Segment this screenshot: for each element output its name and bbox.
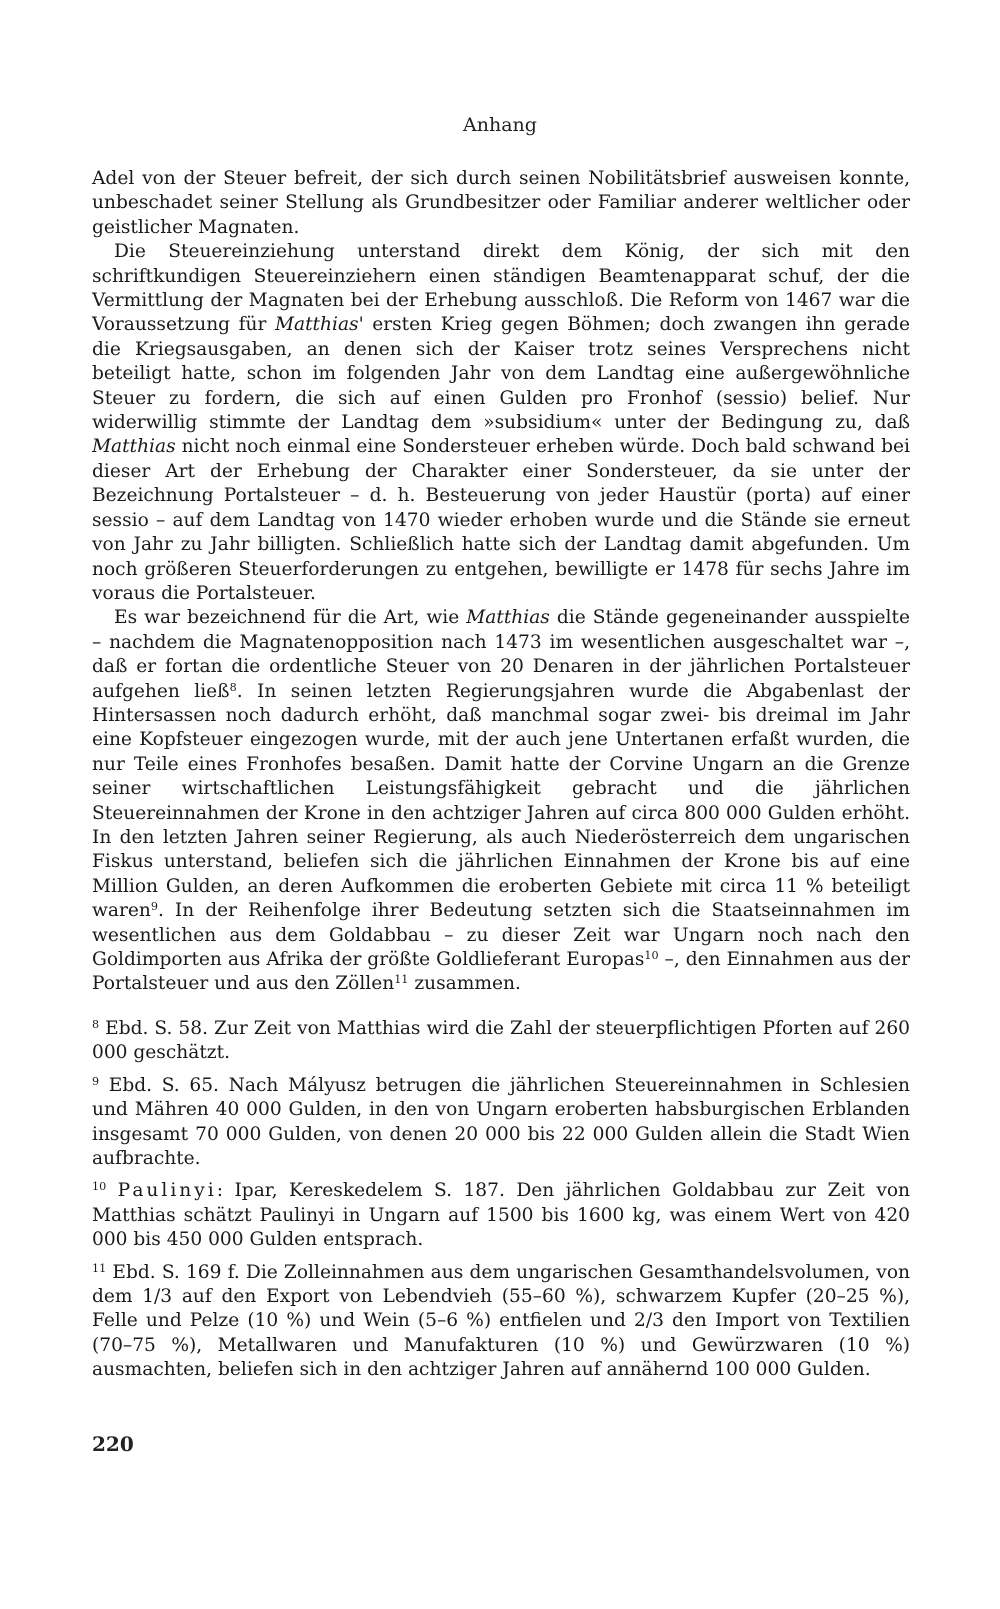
footnote-number: 9	[92, 1074, 100, 1088]
paragraph-3-text-f: zusammen.	[408, 973, 521, 995]
footnote-9	[92, 1074, 910, 1172]
running-header: Anhang	[463, 114, 537, 136]
paragraph-2-text-a: Die Steuereinziehung unterstand direkt dem König, der sich mit den schriftkundigen Steuereinziehern einen ständigen Beamtenapparat schuf, der die Vermittlung der Magnaten bei der Erhebung ausschloß. Die Reform von 1467 war die Voraussetzung für	[92, 241, 910, 336]
paragraph-1: Adel von der Steuer befreit, der sich durch seinen Nobilitätsbrief ausweisen konnte, unbeschadet seiner Stellung als Grundbesitzer oder Familiar anderer weltlicher oder geistlicher Magnaten.	[92, 168, 910, 238]
footnotes	[92, 1017, 910, 1391]
footnote-ref-10: 10	[644, 948, 659, 962]
paragraph-3-text-b: die Stände gegeneinander ausspielte – nachdem die Magnatenopposition nach 1473 im wesentlichen ausgeschaltet war –, daß er fortan die ordentliche Steuer von 20 Denaren in der jährlichen Portalsteuer aufgehen ließ	[92, 607, 910, 702]
footnote-11	[92, 1261, 910, 1383]
footnote-ref-9: 9	[150, 900, 158, 914]
footnote-text: Ebd. S. 65. Nach Mályusz betrugen die jährlichen Steuereinnahmen in Schlesien und Mähren 40 000 Gulden, in den von Ungarn eroberten habsburgischen Erblanden insgesamt 70 000 Gulden, von denen 20 000 bis 22 000 Gulden allein die Stadt Wien aufbrachte.	[92, 1074, 910, 1170]
paragraph-3-text-c: . In seinen letzten Regierungsjahren wurde die Abgabenlast der Hintersassen noch dadurch erhöht, daß manchmal sogar zwei- bis dreimal im Jahr eine Kopfsteuer eingezogen wurde, mit der auch jene Untertanen erfaßt wurden, die nur Teile eines Fronhofes besaßen. Damit hatte der Corvine Ungarn an die Grenze seiner wirtschaftlichen Leistungsfähigkeit gebracht und die jährlichen Steuereinnahmen der Krone in den achtziger Jahren auf circa 800 000 Gulden erhöht. In den letzten Jahren seiner Regierung, als auch Niederösterreich dem ungarischen Fiskus unterstand, beliefen sich die jährlichen Einnahmen der Krone bis auf eine Million Gulden, an deren Aufkommen die eroberten Gebiete mit circa 11 % beteiligt waren	[92, 680, 911, 922]
page-number: 220	[92, 1432, 134, 1456]
paragraph-2-text-b: ersten Krieg gegen Böhmen; doch zwangen ihn gerade die Kriegsausgaben, an denen sich der Kaiser trotz seines Versprechens nicht beteiligt hatte, schon im folgenden Jahr von dem Landtag eine außergewöhnliche Steuer zu fordern, die sich auf einen Gulden pro Fronhof (sessio) belief. Nur widerwillig stimmte der Landtag dem »subsidium« unter der Bedingung zu, daß	[92, 314, 911, 434]
footnote-ref-11: 11	[394, 973, 409, 987]
footnote-number: 8	[92, 1017, 100, 1031]
paragraph-3-text-a: Es war bezeichnend für die Art, wie	[114, 607, 467, 629]
paragraph-2	[92, 240, 910, 606]
footnote-author: Paulinyi	[117, 1180, 217, 1202]
footnote-text: Ebd. S. 58. Zur Zeit von Matthias wird die Zahl der steuerpflichtigen Pforten auf 260 000 geschätzt.	[92, 1018, 910, 1064]
name-matthias: Matthias	[92, 436, 176, 458]
name-matthias: Matthias'	[274, 314, 364, 336]
footnote-8	[92, 1017, 910, 1066]
paragraph-3-text-e: –, den Einnahmen aus der Portalsteuer und aus den Zöllen	[92, 949, 910, 995]
paragraph-3-text-d: . In der Reihenfolge ihrer Bedeutung setzten sich die Staatseinnahmen im wesentlichen aus dem Goldabbau – zu dieser Zeit war Ungarn noch nach den Goldimporten aus Afrika der größte Goldlieferant Europas	[92, 900, 910, 970]
footnote-text: Ebd. S. 169 f. Die Zolleinnahmen aus dem ungarischen Gesamthandelsvolumen, von dem 1/3 auf den Export von Lebendvieh (55–60 %), schwarzem Kupfer (20–25 %), Felle und Pelze (10 %) und Wein (5–6 %) entfielen und 2/3 den Import von Textilien (70–75 %), Metallwaren und Manufakturen (10 %) und Gewürzwaren (10 %) ausmachten, beliefen sich in den achtziger Jahren auf annähernd 100 000 Gulden.	[92, 1261, 910, 1381]
footnote-10	[92, 1179, 910, 1252]
footnote-ref-8: 8	[229, 680, 237, 694]
footnote-number: 10	[92, 1180, 107, 1194]
footnote-text: : Ipar, Kereskedelem S. 187. Den jährlichen Goldabbau zur Zeit von Matthias schätzt Paulinyi in Ungarn auf 1500 bis 1600 kg, was einem Wert von 420 000 bis 450 000 Gulden entsprach.	[92, 1180, 910, 1251]
paragraph-3	[92, 606, 910, 997]
footnote-number: 11	[92, 1261, 107, 1275]
name-matthias: Matthias	[466, 607, 550, 629]
main-text	[92, 167, 910, 997]
paragraph-2-text-c: nicht noch einmal eine Sondersteuer erheben würde. Doch bald schwand bei dieser Art der Erhebung der Charakter einer Sondersteuer, da sie unter der Bezeichnung Portalsteuer – d. h. Besteuerung von jeder Haustür (porta) auf einer sessio – auf dem Landtag von 1470 wieder erhoben wurde und die Stände sie erneut von Jahr zu Jahr billigten. Schließlich hatte sich der Landtag damit abgefunden. Um noch größeren Steuerforderungen zu entgehen, bewilligte er 1478 für sechs Jahre im voraus die Portalsteuer.	[92, 436, 910, 604]
